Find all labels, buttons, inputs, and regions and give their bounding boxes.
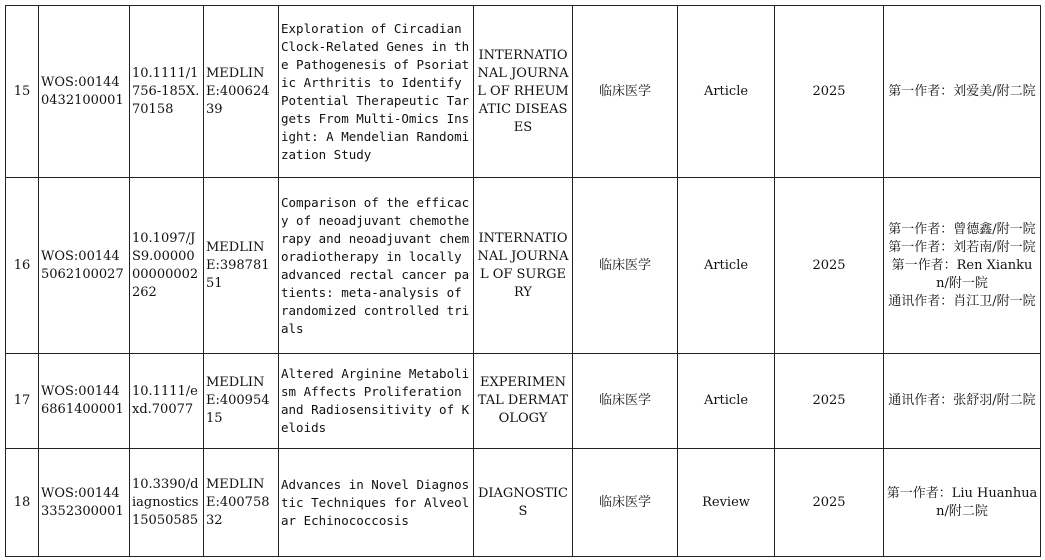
author-entry: 第一作者：Liu Huanhuan/附二院 bbox=[886, 485, 1038, 519]
paper-title: Exploration of Circadian Clock-Related Genes in the Pathogenesis of Psoriatic Arthritis to Identify Potential Therapeutic Targets From Multi-Omics Insight: A Mendelian Randomization Study bbox=[279, 6, 474, 178]
wos-id: WOS:001445062100027 bbox=[39, 178, 130, 354]
subject-field: 临床医学 bbox=[573, 178, 678, 354]
medline-id: MEDLINE:39878151 bbox=[204, 178, 279, 354]
wos-id: WOS:001443352300001 bbox=[39, 449, 130, 557]
journal-name: DIAGNOSTICS bbox=[474, 449, 573, 557]
doi: 10.1097/JS9.0000000000002262 bbox=[130, 178, 204, 354]
publication-year: 2025 bbox=[775, 178, 884, 354]
medline-id: MEDLINE:40095415 bbox=[204, 354, 279, 449]
publication-table bbox=[5, 5, 1041, 557]
author-entry: 第一作者：刘爱美/附二院 bbox=[888, 83, 1036, 99]
paper-title: Advances in Novel Diagnostic Techniques for Alveolar Echinococcosis bbox=[279, 449, 474, 557]
author-entry: 通讯作者：张舒羽/附二院 bbox=[888, 393, 1036, 408]
table-row bbox=[6, 449, 1041, 557]
row-number: 15 bbox=[6, 6, 39, 178]
row-number: 18 bbox=[6, 449, 39, 557]
authors-cell bbox=[884, 354, 1041, 449]
wos-id: WOS:001446861400001 bbox=[39, 354, 130, 449]
paper-title: Altered Arginine Metabolism Affects Proliferation and Radiosensitivity of Keloids bbox=[279, 354, 474, 449]
table-row bbox=[6, 354, 1041, 449]
subject-field: 临床医学 bbox=[573, 449, 678, 557]
authors-cell bbox=[884, 449, 1041, 557]
subject-field: 临床医学 bbox=[573, 354, 678, 449]
subject-field: 临床医学 bbox=[573, 6, 678, 178]
doi: 10.3390/diagnostics15050585 bbox=[130, 449, 204, 557]
authors-cell bbox=[884, 6, 1041, 178]
wos-id: WOS:001440432100001 bbox=[39, 6, 130, 178]
publication-year: 2025 bbox=[775, 354, 884, 449]
author-entry: 第一作者：曾德鑫/附一院 bbox=[888, 221, 1036, 237]
doi: 10.1111/exd.70077 bbox=[130, 354, 204, 449]
document-type: Article bbox=[678, 354, 775, 449]
author-entry: 通讯作者：肖江卫/附一院 bbox=[888, 293, 1036, 309]
journal-name: INTERNATIONAL JOURNAL OF RHEUMATIC DISEASES bbox=[474, 6, 573, 178]
medline-id: MEDLINE:40062439 bbox=[204, 6, 279, 178]
paper-title: Comparison of the efficacy of neoadjuvant chemotherapy and neoadjuvant chemoradiotherapy in locally advanced rectal cancer patients: meta-analysis of randomized controlled trials bbox=[279, 178, 474, 354]
author-entry: 第一作者：Ren Xiankun/附一院 bbox=[891, 257, 1033, 291]
table-row bbox=[6, 178, 1041, 354]
medline-id: MEDLINE:40075832 bbox=[204, 449, 279, 557]
author-entry: 第一作者：刘若南/附一院 bbox=[888, 239, 1036, 255]
row-number: 16 bbox=[6, 178, 39, 354]
journal-name: INTERNATIONAL JOURNAL OF SURGERY bbox=[474, 178, 573, 354]
doi: 10.1111/1756-185X.70158 bbox=[130, 6, 204, 178]
row-number: 17 bbox=[6, 354, 39, 449]
table-row bbox=[6, 6, 1041, 178]
publication-year: 2025 bbox=[775, 6, 884, 178]
journal-name: EXPERIMENTAL DERMATOLOGY bbox=[474, 354, 573, 449]
document-type: Article bbox=[678, 178, 775, 354]
authors-cell bbox=[884, 178, 1041, 354]
document-type: Article bbox=[678, 6, 775, 178]
document-type: Review bbox=[678, 449, 775, 557]
publication-year: 2025 bbox=[775, 449, 884, 557]
